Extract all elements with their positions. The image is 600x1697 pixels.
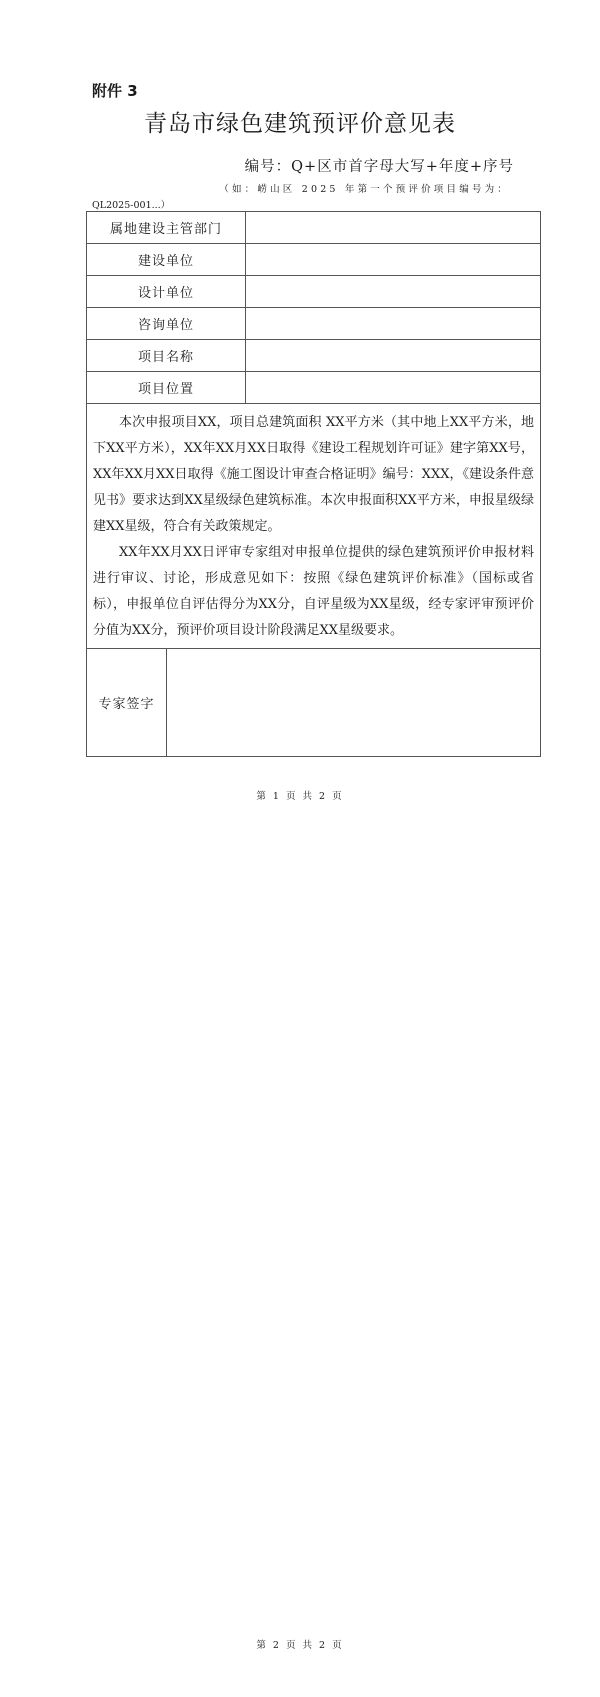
designer-field[interactable] bbox=[246, 276, 541, 308]
page-number: 第 1 页 共 2 页 bbox=[256, 791, 344, 802]
opinion-paragraph-1: 本次申报项目XX，项目总建筑面积 XX平方米（其中地上XX平方米，地下XX平方米），XX年XX月XX日取得《建设工程规划许可证》建字第XX号，XX年XX月XX日取得《施工图设计审查合格证明》编号：XXX，《建设条件意见书》要求达到XX星级绿色建筑标准。本次申报面积XX平方米，申报星级绿建XX星级，符合有关政策规定。 bbox=[93, 415, 534, 534]
field-label: 咨询单位 bbox=[87, 308, 246, 340]
opinion-paragraph-2: XX年XX月XX日评审专家组对申报单位提供的绿色建筑预评价申报材料进行审议、讨论，形成意见如下：按照《绿色建筑评价标准》（国标或省标），申报单位自评估得分为XX分，自评星级为XX星级，经专家评审预评价分值为XX分，预评价项目设计阶段满足XX星级要求。 bbox=[93, 545, 534, 638]
form-row-opinion bbox=[87, 404, 541, 649]
numbering-rule: 编号：Q+区市首字母大写+年度+序号 bbox=[244, 159, 514, 175]
signature-label: 专家签字 bbox=[87, 649, 167, 757]
field-label: 设计单位 bbox=[87, 276, 246, 308]
page-number: 第 2 页 共 2 页 bbox=[256, 1640, 344, 1651]
evaluation-form-table bbox=[86, 211, 541, 757]
form-row-signature bbox=[87, 649, 541, 757]
field-label: 项目名称 bbox=[87, 340, 246, 372]
project-name-field[interactable] bbox=[246, 340, 541, 372]
form-row-consultant bbox=[87, 308, 541, 340]
page-1 bbox=[0, 0, 600, 848]
form-row-designer bbox=[87, 276, 541, 308]
form-row-project-location bbox=[87, 372, 541, 404]
numbering-example-line-1: （如：崂山区 2025 年第一个预评价项目编号为： bbox=[219, 184, 510, 195]
form-row-authority bbox=[87, 212, 541, 244]
field-label: 属地建设主管部门 bbox=[87, 212, 246, 244]
signature-field[interactable] bbox=[167, 649, 541, 757]
field-label: 建设单位 bbox=[87, 244, 246, 276]
project-location-field[interactable] bbox=[246, 372, 541, 404]
opinion-cell bbox=[87, 404, 541, 649]
numbering-example-line-2: QL2025-001...） bbox=[92, 200, 171, 211]
form-row-project-name bbox=[87, 340, 541, 372]
authority-field[interactable] bbox=[246, 212, 541, 244]
field-label: 项目位置 bbox=[87, 372, 246, 404]
attachment-label: 附件 3 bbox=[92, 82, 138, 100]
form-row-builder bbox=[87, 244, 541, 276]
document-title: 青岛市绿色建筑预评价意见表 bbox=[144, 111, 456, 137]
consultant-field[interactable] bbox=[246, 308, 541, 340]
page-2 bbox=[0, 848, 600, 1697]
builder-field[interactable] bbox=[246, 244, 541, 276]
